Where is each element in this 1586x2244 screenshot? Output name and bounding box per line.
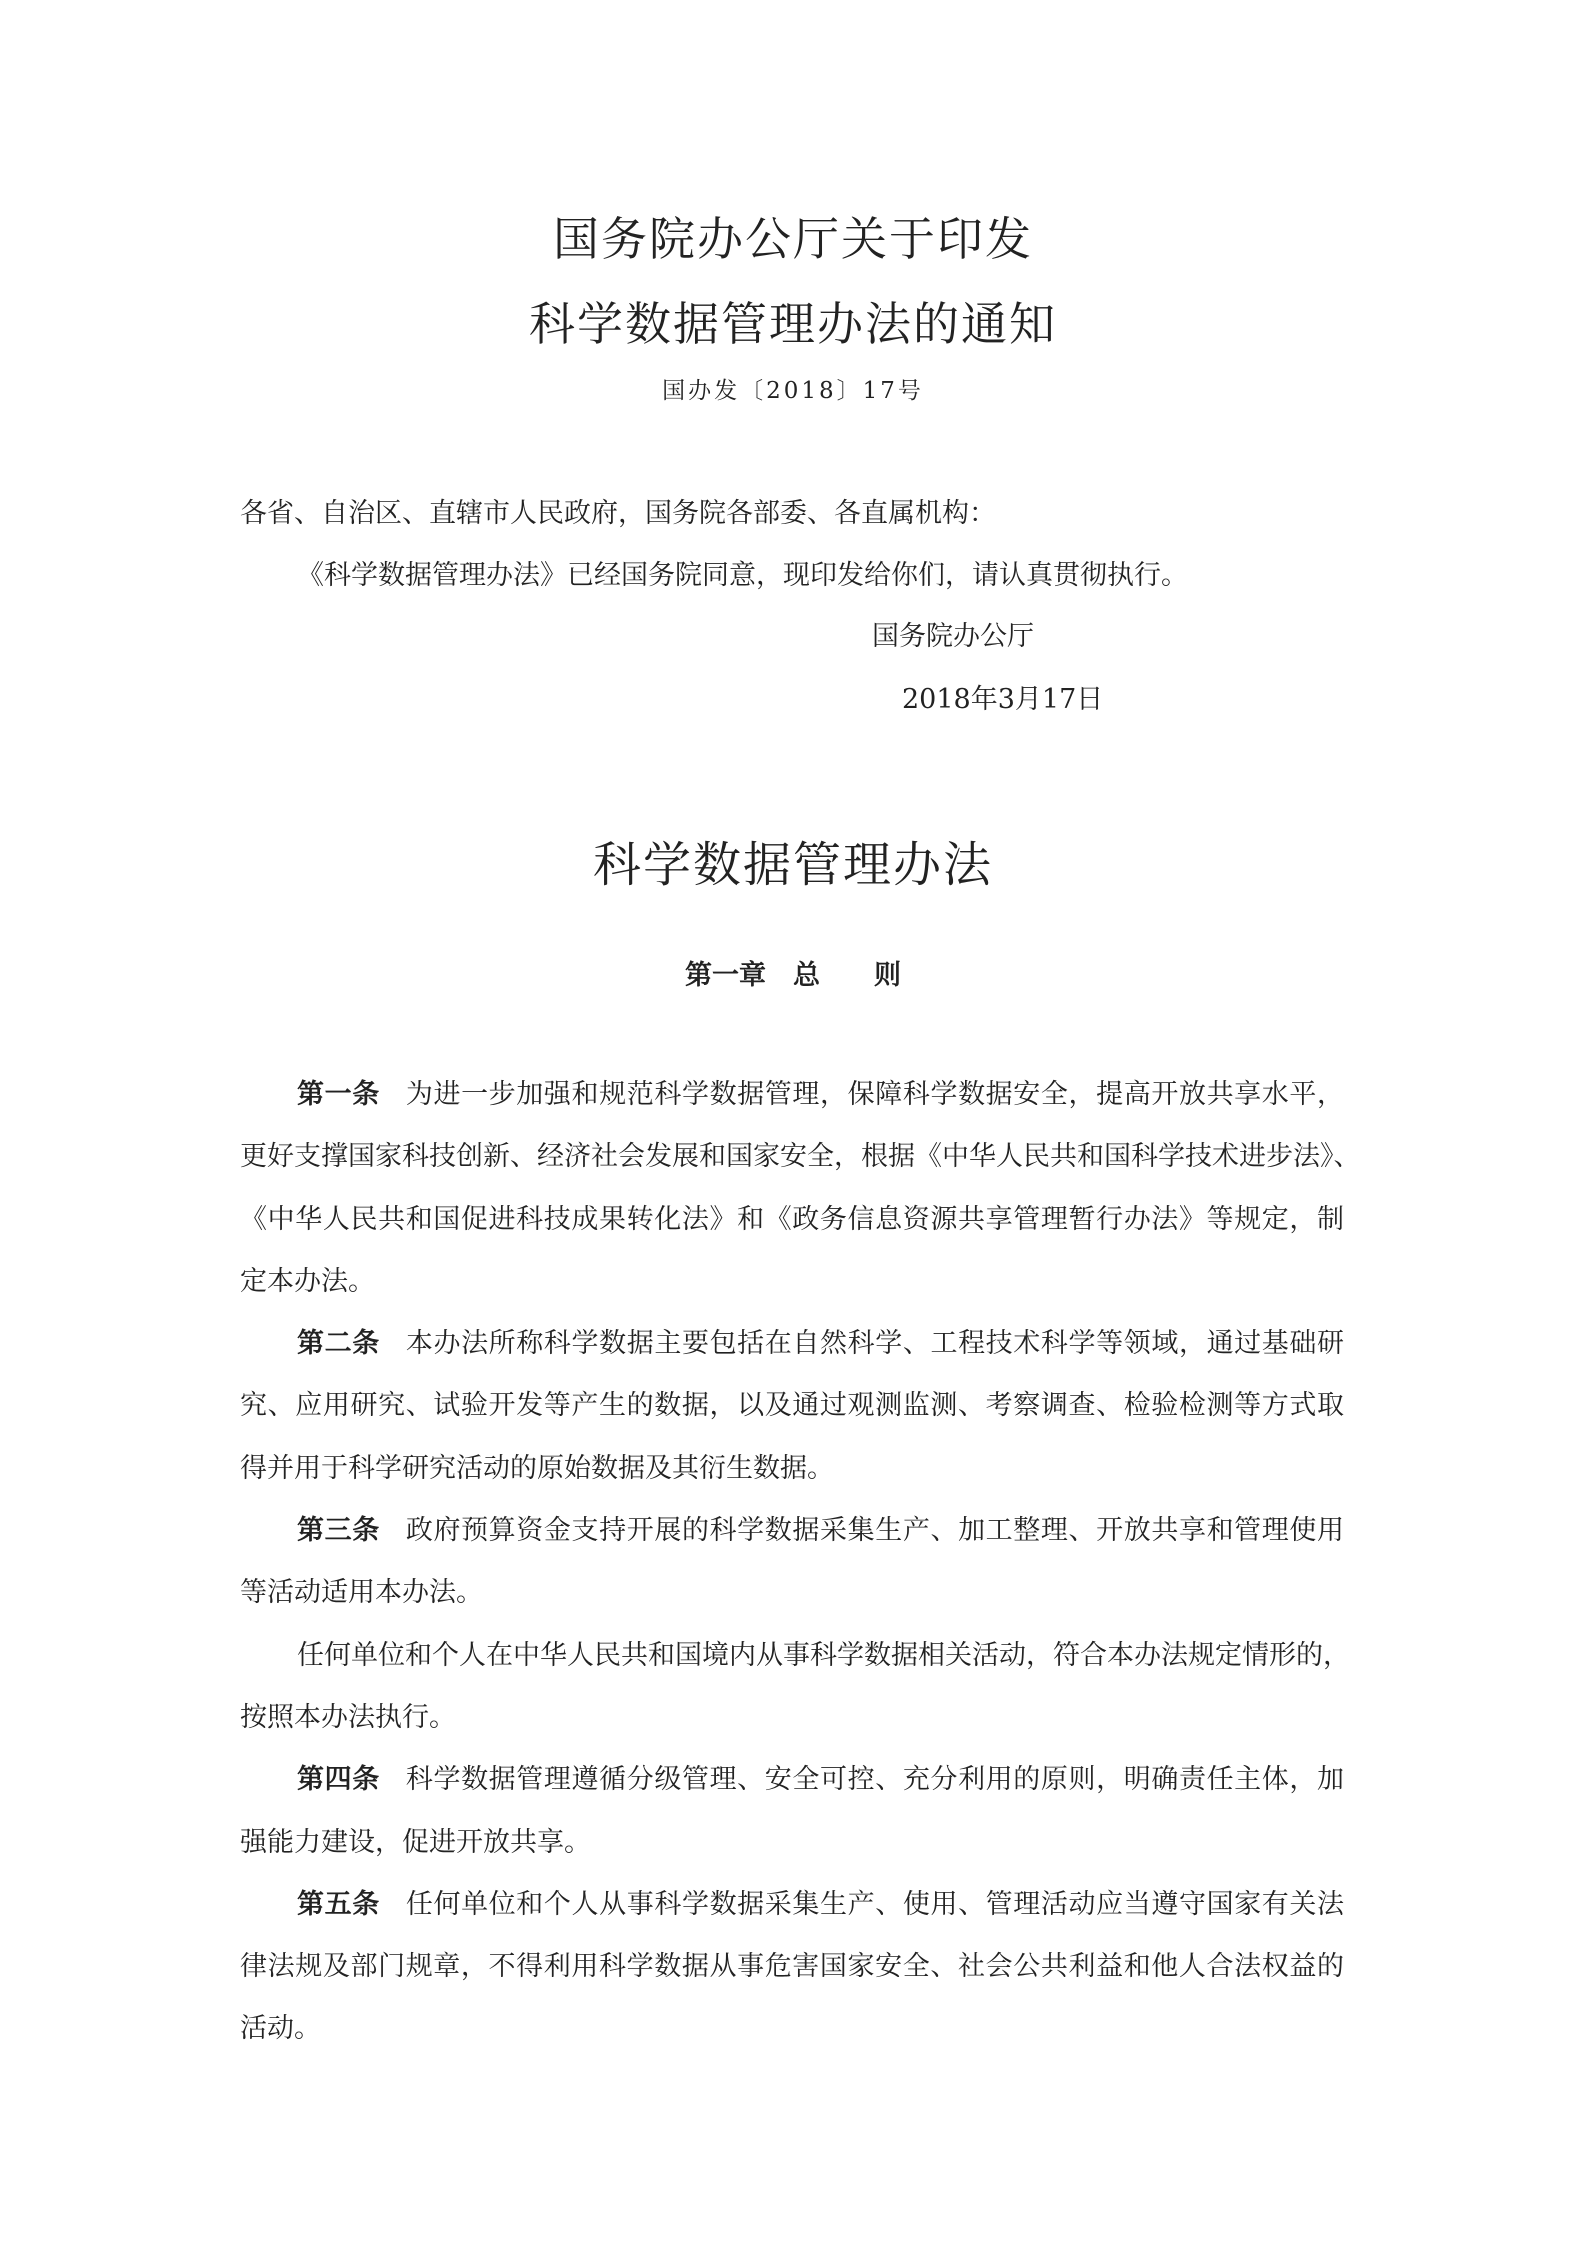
article [240,1064,1361,1313]
article-line [240,1126,1361,1188]
date: 2018年3月17日 [902,684,1104,715]
article-label: 第一条 [297,1079,380,1110]
article-line [240,1936,1344,1998]
document-number: 国办发〔2018〕17号 [662,378,924,404]
article-text: 得并用于科学研究活动的原始数据及其衍生数据。 [240,1452,834,1484]
article-text: 活动。 [240,2013,321,2045]
article-line [240,1998,1344,2060]
article-line [240,1375,1344,1437]
article-line [240,1562,1344,1624]
article-label: 第五条 [297,1888,380,1920]
article-line [240,1313,1344,1375]
article-text: 定本办法。 [240,1265,375,1297]
article-line [240,1189,1344,1251]
article-text: 任何单位和个人在中华人民共和国境内从事科学数据相关活动，符合本办法规定情形的， [297,1639,1350,1671]
article-text: 为进一步加强和规范科学数据管理，保障科学数据安全，提高开放共享水平， [405,1079,1345,1110]
article-line [240,1500,1344,1562]
article-line [240,1874,1344,1936]
article [240,1749,1344,1874]
article-line [240,1438,1344,1500]
article-text: 任何单位和个人从事科学数据采集生产、使用、管理活动应当遵守国家有关法 [405,1888,1345,1920]
article-text: 律法规及部门规章，不得利用科学数据从事危害国家安全、社会公共利益和他人合法权益的 [240,1951,1344,1983]
article-label: 第四条 [297,1764,380,1796]
article-line [240,1812,1344,1874]
article-line [240,1749,1344,1811]
article-label: 第三条 [297,1515,380,1547]
article [240,1874,1344,2061]
article-line [240,1625,1350,1687]
article-line [240,1687,1344,1749]
notice-title-line-2: 科学数据管理办法的通知 [529,297,1057,351]
articles [240,1064,1361,2061]
chapter-heading: 第一章 总 则 [685,960,901,991]
article-text: 《中华人民共和国促进科技成果转化法》和《政务信息资源共享管理暂行办法》等规定，制 [240,1203,1344,1235]
article [240,1313,1344,1500]
notice-body: 《科学数据管理办法》已经国务院同意，现印发给你们，请认真贯彻执行。 [297,560,1188,591]
article [240,1500,1344,1625]
article-text: 科学数据管理遵循分级管理、安全可控、充分利用的原则，明确责任主体，加 [405,1764,1345,1796]
article-text: 强能力建设，促进开放共享。 [240,1826,591,1858]
addressee: 各省、自治区、直辖市人民政府，国务院各部委、各直属机构： [240,498,996,529]
article-text: 本办法所称科学数据主要包括在自然科学、工程技术科学等领域，通过基础研 [405,1328,1345,1360]
notice-title-line-1: 国务院办公厅关于印发 [553,212,1033,266]
article-text: 等活动适用本办法。 [240,1577,483,1609]
article-text: 政府预算资金支持开展的科学数据采集生产、加工整理、开放共享和管理使用 [405,1515,1345,1547]
article-text: 究、应用研究、试验开发等产生的数据，以及通过观测监测、考察调查、检验检测等方式取 [240,1390,1344,1422]
measures-title: 科学数据管理办法 [592,837,993,893]
article-text: 更好支撑国家科技创新、经济社会发展和国家安全，根据《中华人民共和国科学技术进步法》、 [240,1141,1361,1173]
signature: 国务院办公厅 [872,621,1034,652]
article-text: 按照本办法执行。 [240,1701,456,1733]
article-line [240,1064,1344,1126]
article-label: 第二条 [297,1328,380,1360]
article-line [240,1251,1344,1313]
article-paragraph [240,1625,1350,1750]
